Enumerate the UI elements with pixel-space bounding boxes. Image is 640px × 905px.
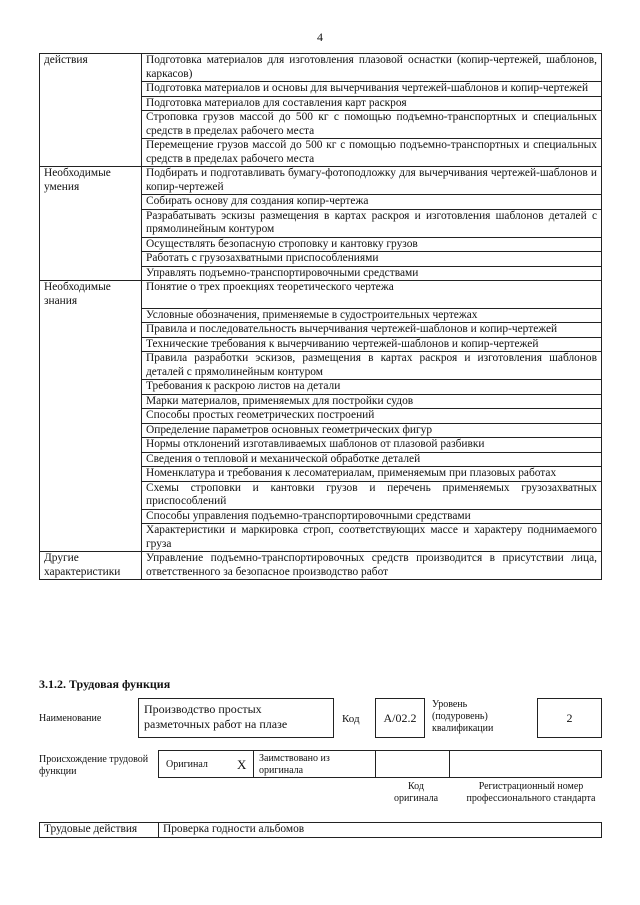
- work-function-table: [39, 53, 602, 580]
- row-text: Управление подъемно-транспортировочных средств производится в присутствии лица, ответственного за безопасное производство работ: [142, 552, 602, 580]
- level-box: [537, 698, 602, 738]
- table-row: [40, 337, 602, 352]
- table-row: [40, 323, 602, 338]
- row-text: Способы простых геометрических построений: [142, 409, 602, 424]
- row-text: Разрабатывать эскизы размещения в картах раскроя и изготовления шаблонов деталей с прямолинейным контуром: [142, 209, 602, 237]
- row-text: Управлять подъемно-транспортировочными средствами: [142, 266, 602, 281]
- group-label-cell: [40, 394, 142, 409]
- table-row: [40, 509, 602, 524]
- group-label-cell: [40, 467, 142, 482]
- table-row: [40, 452, 602, 467]
- origin-label: Происхождение трудовой функции: [39, 754, 149, 777]
- level-label: Уровень (подуровень) квалификации: [432, 699, 494, 734]
- row-value: Проверка годности альбомов: [159, 823, 602, 838]
- group-label-cell: [40, 323, 142, 338]
- reg-number-caption: Регистрационный номер профессионального стандарта: [466, 781, 596, 804]
- group-label-cell: [40, 111, 142, 139]
- row-text: Способы управления подъемно-транспортировочными средствами: [142, 509, 602, 524]
- table-row: [40, 252, 602, 267]
- row-text: Марки материалов, применяемых для постройки судов: [142, 394, 602, 409]
- row-text: Правила разработки эскизов, размещения в картах раскроя и изготовления шаблонов деталей с прямолинейным контуром: [142, 352, 602, 380]
- row-text: Правила и последовательность вычерчивания чертежей-шаблонов и копир-чертежей: [142, 323, 602, 338]
- table-row: [40, 54, 602, 82]
- group-label-cell: [40, 524, 142, 552]
- table-row: [40, 552, 602, 580]
- group-label-cell: [40, 237, 142, 252]
- table-row: [40, 423, 602, 438]
- table-row: [40, 481, 602, 509]
- row-text: Собирать основу для создания копир-чертежа: [142, 195, 602, 210]
- group-label-cell: [40, 337, 142, 352]
- code-value: A/02.2: [383, 711, 417, 725]
- page-number: 4: [317, 30, 323, 44]
- table-row: [40, 380, 602, 395]
- original-mark: X: [237, 757, 247, 772]
- code-label: Код: [342, 713, 360, 725]
- group-label-cell: [40, 438, 142, 453]
- table-row: [40, 409, 602, 424]
- table-row: [40, 823, 602, 838]
- group-label-cell: [40, 195, 142, 210]
- table-row: [40, 82, 602, 97]
- group-label-cell: [40, 509, 142, 524]
- row-text: Требования к раскрою листов на детали: [142, 380, 602, 395]
- group-label-cell: [40, 481, 142, 509]
- table-row: [40, 237, 602, 252]
- row-text: Осуществлять безопасную строповку и кантовку грузов: [142, 237, 602, 252]
- group-label-cell: Необходимые знания: [40, 281, 142, 309]
- table-row: [40, 281, 602, 309]
- borrowed-label: Заимствовано из оригинала: [259, 753, 330, 776]
- table-row: [40, 266, 602, 281]
- row-text: Подготовка материалов для составления карт раскроя: [142, 96, 602, 111]
- row-text: Подготовка материалов для изготовления плазовой оснастки (копир-чертежей, шаблонов, каркасов): [142, 54, 602, 82]
- divider: [375, 751, 376, 777]
- function-name-box: [138, 698, 334, 738]
- group-label-cell: Другие характеристики: [40, 552, 142, 580]
- table-row: [40, 111, 602, 139]
- table-row: [40, 195, 602, 210]
- group-label-cell: [40, 409, 142, 424]
- table-row: [40, 308, 602, 323]
- divider: [253, 751, 254, 777]
- origin-box: [158, 750, 602, 778]
- table-row: [40, 524, 602, 552]
- row-text: Нормы отклонений изготавливаемых шаблонов от плазовой разбивки: [142, 438, 602, 453]
- table-row: [40, 352, 602, 380]
- row-text: Строповка грузов массой до 500 кг с помощью подъемно-транспортных и специальных средств в пределах рабочего места: [142, 111, 602, 139]
- name-label: Наименование: [39, 713, 102, 724]
- group-label-cell: действия: [40, 54, 142, 82]
- row-text: Подготовка материалов и основы для вычерчивания чертежей-шаблонов и копир-чертежей: [142, 82, 602, 97]
- row-text: Номенклатура и требования к лесоматериалам, применяемым при плазовых работах: [142, 467, 602, 482]
- row-text: Схемы строповки и кантовки грузов и перечень применяемых грузозахватных приспособлений: [142, 481, 602, 509]
- code-box: [375, 698, 425, 738]
- table-row: [40, 467, 602, 482]
- section-title: 3.1.2. Трудовая функция: [39, 677, 171, 691]
- group-label-cell: [40, 308, 142, 323]
- group-label-cell: [40, 96, 142, 111]
- group-label-cell: [40, 209, 142, 237]
- table-row: [40, 394, 602, 409]
- row-text: Определение параметров основных геометрических фигур: [142, 423, 602, 438]
- group-label-cell: [40, 82, 142, 97]
- row-text: Характеристики и маркировка строп, соответствующих массе и характеру поднимаемого груза: [142, 524, 602, 552]
- code-original-caption: Код оригинала: [393, 781, 439, 804]
- table-row: [40, 139, 602, 167]
- divider: [449, 751, 450, 777]
- group-label-cell: [40, 352, 142, 380]
- group-label-cell: [40, 266, 142, 281]
- group-label-cell: Необходимые умения: [40, 167, 142, 195]
- row-text: Перемещение грузов массой до 500 кг с помощью подъемно-транспортных и специальных средств в пределах рабочего места: [142, 139, 602, 167]
- group-label-cell: [40, 380, 142, 395]
- group-label-cell: [40, 423, 142, 438]
- original-label: Оригинал: [166, 759, 208, 770]
- row-text: Понятие о трех проекциях теоретического чертежа: [142, 281, 602, 309]
- group-label-cell: [40, 139, 142, 167]
- row-text: Работать с грузозахватными приспособлениями: [142, 252, 602, 267]
- table-row: [40, 438, 602, 453]
- level-value: 2: [566, 711, 573, 725]
- table-row: [40, 96, 602, 111]
- row-text: Подбирать и подготавливать бумагу-фотоподложку для вычерчивания чертежей-шаблонов и копир-чертежей: [142, 167, 602, 195]
- group-label-cell: [40, 252, 142, 267]
- row-text: Технические требования к вычерчиванию чертежей-шаблонов и копир-чертежей: [142, 337, 602, 352]
- table-row: [40, 209, 602, 237]
- row-text: Условные обозначения, применяемые в судостроительных чертежах: [142, 308, 602, 323]
- function-name-value: Производство простых разметочных работ на плазе: [144, 702, 288, 731]
- table-row: [40, 167, 602, 195]
- group-label-cell: [40, 452, 142, 467]
- row-text: Сведения о тепловой и механической обработке деталей: [142, 452, 602, 467]
- row-label: Трудовые действия: [40, 823, 159, 838]
- labor-actions-table: [39, 822, 602, 838]
